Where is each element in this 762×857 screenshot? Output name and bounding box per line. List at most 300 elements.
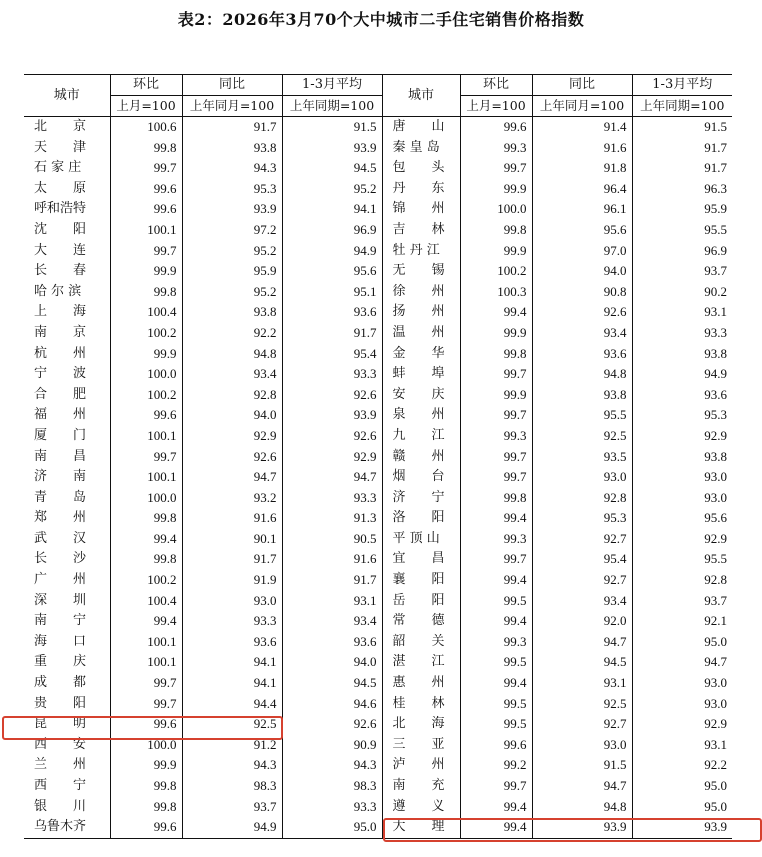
city-header-left: 城市: [53, 87, 80, 103]
avg-value-left: 95.6: [282, 261, 382, 282]
yoy-value-right: 93.0: [532, 735, 632, 756]
mom-value-right: 99.9: [460, 385, 532, 406]
table-row: [24, 673, 732, 694]
yoy-value-left: 93.4: [182, 364, 282, 385]
yoy-value-right: 92.6: [532, 302, 632, 323]
city-name-left: 青 岛: [34, 489, 87, 505]
city-name-left: 郑 州: [34, 510, 87, 526]
yoy-value-right: 96.4: [532, 179, 632, 200]
table-row: [24, 447, 732, 468]
table-row: [24, 261, 732, 282]
avg-value-right: 95.5: [632, 220, 732, 241]
yoy-value-left: 92.5: [182, 714, 282, 735]
mom-value-right: 99.3: [460, 138, 532, 159]
table-row: [24, 117, 732, 138]
yoy-value-left: 93.0: [182, 591, 282, 612]
avg-value-left: 95.1: [282, 282, 382, 303]
avg-value-left: 93.3: [282, 488, 382, 509]
mom-value-right: 99.7: [460, 364, 532, 385]
table-row: [24, 302, 732, 323]
yoy-value-left: 94.7: [182, 467, 282, 488]
city-name-left: 海 口: [34, 633, 87, 649]
avg-header-right: 1-3月平均: [632, 75, 732, 96]
yoy-value-right: 93.1: [532, 673, 632, 694]
mom-base-left: 上月=100: [110, 96, 182, 117]
mom-base-right: 上月=100: [460, 96, 532, 117]
city-name-left: 石 家 庄: [34, 160, 82, 176]
city-name-left: 沈 阳: [34, 221, 87, 237]
avg-value-left: 94.5: [282, 158, 382, 179]
yoy-value-right: 93.4: [532, 591, 632, 612]
table-row: [24, 138, 732, 159]
avg-value-right: 95.5: [632, 549, 732, 570]
city-name-left: 福 州: [34, 407, 87, 423]
yoy-value-left: 94.3: [182, 158, 282, 179]
mom-value-left: 99.8: [110, 138, 182, 159]
mom-value-left: 99.7: [110, 158, 182, 179]
mom-value-right: 99.4: [460, 570, 532, 591]
mom-value-right: 99.9: [460, 179, 532, 200]
city-name-left: 广 州: [34, 572, 87, 588]
city-name-right: 桂 林: [382, 694, 460, 715]
yoy-value-right: 91.5: [532, 755, 632, 776]
avg-header-left: 1-3月平均: [282, 75, 382, 96]
city-name-left: 南 京: [34, 324, 87, 340]
mom-value-left: 99.8: [110, 797, 182, 818]
avg-value-right: 95.6: [632, 508, 732, 529]
mom-value-right: 99.9: [460, 241, 532, 262]
mom-value-left: 100.0: [110, 364, 182, 385]
city-name-right: 丹 东: [382, 179, 460, 200]
yoy-value-right: 93.5: [532, 447, 632, 468]
mom-value-left: 99.4: [110, 611, 182, 632]
avg-value-right: 92.1: [632, 611, 732, 632]
yoy-value-left: 95.3: [182, 179, 282, 200]
mom-value-right: 99.5: [460, 694, 532, 715]
yoy-value-right: 94.8: [532, 364, 632, 385]
avg-value-left: 93.9: [282, 138, 382, 159]
table-header: [24, 75, 732, 117]
mom-value-left: 100.1: [110, 220, 182, 241]
city-name-right: 锦 州: [382, 199, 460, 220]
avg-value-right: 94.7: [632, 652, 732, 673]
table-row: [24, 508, 732, 529]
yoy-value-left: 91.7: [182, 117, 282, 138]
table-row: [24, 591, 732, 612]
table-row: [24, 241, 732, 262]
city-name-left: 上 海: [34, 304, 87, 320]
avg-value-right: 94.9: [632, 364, 732, 385]
yoy-value-left: 94.1: [182, 673, 282, 694]
city-name-left: 呼和浩特: [34, 201, 87, 217]
mom-value-right: 99.3: [460, 426, 532, 447]
yoy-value-right: 93.4: [532, 323, 632, 344]
mom-value-left: 100.4: [110, 591, 182, 612]
yoy-value-left: 95.9: [182, 261, 282, 282]
avg-value-right: 93.7: [632, 261, 732, 282]
mom-value-right: 99.4: [460, 302, 532, 323]
avg-value-left: 91.7: [282, 323, 382, 344]
mom-value-left: 99.6: [110, 405, 182, 426]
yoy-value-right: 93.6: [532, 344, 632, 365]
yoy-value-left: 91.6: [182, 508, 282, 529]
yoy-value-left: 91.9: [182, 570, 282, 591]
city-name-left: 哈 尔 滨: [34, 283, 82, 299]
table-title: 表2：2026年3月70个大中城市二手住宅销售价格指数: [177, 10, 585, 29]
avg-value-right: 93.0: [632, 488, 732, 509]
yoy-value-left: 95.2: [182, 241, 282, 262]
table-row: [24, 405, 732, 426]
avg-value-right: 96.9: [632, 241, 732, 262]
city-name-left: 长 春: [34, 263, 87, 279]
mom-value-right: 99.8: [460, 220, 532, 241]
city-name-right: 泉 州: [382, 405, 460, 426]
avg-value-left: 93.9: [282, 405, 382, 426]
yoy-value-left: 92.6: [182, 447, 282, 468]
mom-value-right: 99.3: [460, 632, 532, 653]
avg-value-left: 91.5: [282, 117, 382, 138]
yoy-value-left: 92.2: [182, 323, 282, 344]
yoy-base-left: 上年同月=100: [182, 96, 282, 117]
avg-base-right: 上年同期=100: [632, 96, 732, 117]
city-name-right: 惠 州: [382, 673, 460, 694]
avg-value-right: 93.6: [632, 385, 732, 406]
mom-value-right: 99.6: [460, 117, 532, 138]
city-name-right: 安 庆: [382, 385, 460, 406]
mom-value-right: 99.4: [460, 797, 532, 818]
highlight-box-dali: [383, 818, 762, 842]
avg-value-left: 90.9: [282, 735, 382, 756]
mom-value-left: 99.9: [110, 261, 182, 282]
mom-value-right: 99.7: [460, 776, 532, 797]
avg-base-left: 上年同期=100: [282, 96, 382, 117]
yoy-base-right: 上年同月=100: [532, 96, 632, 117]
mom-value-left: 99.6: [110, 817, 182, 838]
yoy-value-right: 94.7: [532, 632, 632, 653]
city-name-left: 北 京: [34, 119, 87, 134]
mom-value-left: 100.1: [110, 426, 182, 447]
yoy-value-right: 97.0: [532, 241, 632, 262]
yoy-value-left: 93.2: [182, 488, 282, 509]
yoy-header-left: 同比: [182, 75, 282, 96]
city-name-left: 合 肥: [34, 386, 87, 402]
yoy-value-right: 95.6: [532, 220, 632, 241]
yoy-value-right: 91.8: [532, 158, 632, 179]
city-name-right: 金 华: [382, 344, 460, 365]
avg-value-right: 93.7: [632, 591, 732, 612]
yoy-value-left: 93.8: [182, 302, 282, 323]
city-name-right: 遵 义: [382, 797, 460, 818]
mom-value-left: 99.7: [110, 673, 182, 694]
table-row: [24, 549, 732, 570]
yoy-value-right: 92.7: [532, 529, 632, 550]
mom-value-left: 100.0: [110, 488, 182, 509]
city-name-right: 平 顶 山: [382, 529, 460, 550]
mom-header-right: 环比: [460, 75, 532, 96]
yoy-value-right: 92.5: [532, 694, 632, 715]
avg-value-left: 94.0: [282, 652, 382, 673]
table-row: [24, 755, 732, 776]
city-name-right: 蚌 埠: [382, 364, 460, 385]
mom-value-left: 99.9: [110, 344, 182, 365]
city-name-left: 南 昌: [34, 448, 87, 464]
city-name-left: 厦 门: [34, 427, 87, 443]
avg-value-left: 95.0: [282, 817, 382, 838]
table-row: [24, 323, 732, 344]
city-name-right: 洛 阳: [382, 508, 460, 529]
mom-value-right: 99.5: [460, 652, 532, 673]
avg-value-right: 92.9: [632, 714, 732, 735]
yoy-value-right: 92.5: [532, 426, 632, 447]
yoy-value-left: 94.4: [182, 694, 282, 715]
avg-value-right: 92.2: [632, 755, 732, 776]
city-name-right: 宜 昌: [382, 549, 460, 570]
city-name-right: 九 江: [382, 426, 460, 447]
city-name-right: 岳 阳: [382, 591, 460, 612]
city-name-right: 牡 丹 江: [382, 241, 460, 262]
yoy-value-left: 93.8: [182, 138, 282, 159]
mom-value-right: 99.7: [460, 158, 532, 179]
yoy-value-right: 93.0: [532, 467, 632, 488]
mom-value-left: 99.8: [110, 508, 182, 529]
mom-value-left: 100.2: [110, 570, 182, 591]
city-name-left: 贵 阳: [34, 695, 87, 711]
table-row: [24, 467, 732, 488]
avg-value-left: 95.2: [282, 179, 382, 200]
city-header-right: 城市: [382, 75, 460, 117]
mom-value-right: 99.4: [460, 508, 532, 529]
yoy-value-right: 95.4: [532, 549, 632, 570]
mom-value-left: 100.2: [110, 323, 182, 344]
avg-value-right: 93.1: [632, 735, 732, 756]
mom-value-left: 100.6: [110, 117, 182, 138]
city-name-left: 太 原: [34, 180, 87, 196]
city-name-left: 昆 明: [34, 716, 87, 732]
yoy-value-left: 91.7: [182, 549, 282, 570]
mom-value-left: 99.9: [110, 755, 182, 776]
mom-value-right: 100.0: [460, 199, 532, 220]
mom-value-left: 99.8: [110, 776, 182, 797]
mom-value-left: 100.1: [110, 632, 182, 653]
avg-value-left: 92.9: [282, 447, 382, 468]
avg-value-left: 93.6: [282, 302, 382, 323]
yoy-value-left: 94.3: [182, 755, 282, 776]
avg-value-left: 96.9: [282, 220, 382, 241]
mom-value-left: 100.1: [110, 652, 182, 673]
table-row: [24, 220, 732, 241]
city-name-right: 三 亚: [382, 735, 460, 756]
table-row: [24, 179, 732, 200]
yoy-value-right: 94.8: [532, 797, 632, 818]
mom-value-left: 99.6: [110, 714, 182, 735]
table-row: [24, 652, 732, 673]
mom-value-left: 100.2: [110, 385, 182, 406]
mom-value-left: 99.8: [110, 549, 182, 570]
avg-value-left: 93.4: [282, 611, 382, 632]
mom-value-left: 99.8: [110, 282, 182, 303]
city-name-left: 成 都: [34, 675, 87, 691]
mom-value-left: 100.0: [110, 735, 182, 756]
avg-value-left: 91.3: [282, 508, 382, 529]
avg-value-right: 95.0: [632, 632, 732, 653]
city-name-left: 杭 州: [34, 345, 87, 361]
mom-value-right: 99.7: [460, 467, 532, 488]
avg-value-right: 92.8: [632, 570, 732, 591]
mom-value-left: 99.7: [110, 447, 182, 468]
avg-value-left: 94.5: [282, 673, 382, 694]
avg-value-left: 94.6: [282, 694, 382, 715]
city-name-right: 赣 州: [382, 447, 460, 468]
table-row: [24, 426, 732, 447]
yoy-value-left: 92.9: [182, 426, 282, 447]
avg-value-right: 95.3: [632, 405, 732, 426]
avg-value-left: 94.1: [282, 199, 382, 220]
city-name-left: 西 安: [34, 736, 87, 752]
yoy-value-left: 91.2: [182, 735, 282, 756]
yoy-value-left: 95.2: [182, 282, 282, 303]
table-row: [24, 199, 732, 220]
table-row: [24, 694, 732, 715]
city-name-right: 温 州: [382, 323, 460, 344]
city-name-left: 西 宁: [34, 778, 87, 793]
city-name-right: 湛 江: [382, 652, 460, 673]
city-name-right: 唐 山: [382, 117, 460, 138]
city-name-left: 宁 波: [34, 366, 87, 382]
mom-value-right: 99.7: [460, 405, 532, 426]
city-name-right: 徐 州: [382, 282, 460, 303]
yoy-value-left: 93.3: [182, 611, 282, 632]
avg-value-left: 91.6: [282, 549, 382, 570]
yoy-value-right: 95.5: [532, 405, 632, 426]
avg-value-left: 94.9: [282, 241, 382, 262]
table-row: [24, 158, 732, 179]
mom-value-right: 99.4: [460, 611, 532, 632]
avg-value-left: 92.6: [282, 426, 382, 447]
city-name-left: 深 圳: [34, 592, 87, 608]
avg-value-right: 93.8: [632, 344, 732, 365]
highlight-box-kunming: [2, 716, 283, 740]
table-row: [24, 632, 732, 653]
yoy-value-right: 92.8: [532, 488, 632, 509]
mom-value-right: 99.8: [460, 488, 532, 509]
mom-value-right: 99.4: [460, 817, 532, 838]
mom-value-right: 99.7: [460, 549, 532, 570]
city-name-right: 无 锡: [382, 261, 460, 282]
yoy-value-right: 93.8: [532, 385, 632, 406]
avg-value-right: 95.9: [632, 199, 732, 220]
yoy-value-left: 94.8: [182, 344, 282, 365]
avg-value-left: 93.6: [282, 632, 382, 653]
city-name-right: 泸 州: [382, 755, 460, 776]
table-row: [24, 611, 732, 632]
avg-value-right: 93.0: [632, 467, 732, 488]
yoy-value-right: 96.1: [532, 199, 632, 220]
city-name-right: 大 理: [382, 817, 460, 838]
avg-value-left: 95.4: [282, 344, 382, 365]
avg-value-right: 93.3: [632, 323, 732, 344]
mom-value-left: 99.7: [110, 241, 182, 262]
city-name-right: 济 宁: [382, 488, 460, 509]
mom-value-left: 100.1: [110, 467, 182, 488]
table-row: [24, 776, 732, 797]
table-row: [24, 797, 732, 818]
mom-value-left: 99.7: [110, 694, 182, 715]
city-name-right: 襄 阳: [382, 570, 460, 591]
yoy-value-right: 94.7: [532, 776, 632, 797]
table-row: [24, 344, 732, 365]
mom-value-right: 99.6: [460, 735, 532, 756]
yoy-value-left: 97.2: [182, 220, 282, 241]
city-name-right: 常 德: [382, 611, 460, 632]
mom-value-right: 99.3: [460, 529, 532, 550]
yoy-value-right: 94.5: [532, 652, 632, 673]
avg-value-right: 91.7: [632, 158, 732, 179]
yoy-value-left: 93.6: [182, 632, 282, 653]
yoy-value-right: 92.0: [532, 611, 632, 632]
mom-value-right: 100.3: [460, 282, 532, 303]
table-row: [24, 488, 732, 509]
mom-value-right: 99.5: [460, 714, 532, 735]
avg-value-right: 91.5: [632, 117, 732, 138]
city-name-right: 吉 林: [382, 220, 460, 241]
yoy-value-left: 92.8: [182, 385, 282, 406]
yoy-value-left: 94.1: [182, 652, 282, 673]
avg-value-left: 98.3: [282, 776, 382, 797]
yoy-value-right: 94.0: [532, 261, 632, 282]
city-name-left: 乌鲁木齐: [24, 817, 110, 838]
city-name-right: 韶 关: [382, 632, 460, 653]
mom-value-right: 99.9: [460, 323, 532, 344]
mom-value-right: 99.7: [460, 447, 532, 468]
city-name-right: 扬 州: [382, 302, 460, 323]
avg-value-right: 92.9: [632, 529, 732, 550]
table-row: [24, 570, 732, 591]
mom-value-left: 100.4: [110, 302, 182, 323]
yoy-value-right: 92.7: [532, 570, 632, 591]
avg-value-right: 93.8: [632, 447, 732, 468]
table-row: [24, 385, 732, 406]
mom-value-right: 99.5: [460, 591, 532, 612]
mom-value-left: 99.4: [110, 529, 182, 550]
avg-value-left: 94.3: [282, 755, 382, 776]
avg-value-right: 93.1: [632, 302, 732, 323]
mom-value-right: 99.2: [460, 755, 532, 776]
yoy-value-right: 95.3: [532, 508, 632, 529]
city-name-left: 长 沙: [34, 551, 87, 567]
city-name-left: 大 连: [34, 242, 87, 258]
table-row: [24, 364, 732, 385]
city-name-left: 武 汉: [34, 530, 87, 546]
city-name-right: 秦 皇 岛: [382, 138, 460, 159]
yoy-value-right: 91.6: [532, 138, 632, 159]
yoy-value-right: 90.8: [532, 282, 632, 303]
mom-value-left: 99.6: [110, 179, 182, 200]
yoy-value-left: 93.7: [182, 797, 282, 818]
yoy-value-right: 93.9: [532, 817, 632, 838]
avg-value-left: 93.1: [282, 591, 382, 612]
yoy-value-left: 98.3: [182, 776, 282, 797]
avg-value-right: 91.7: [632, 138, 732, 159]
yoy-value-left: 94.9: [182, 817, 282, 838]
avg-value-left: 94.7: [282, 467, 382, 488]
city-name-right: 北 海: [382, 714, 460, 735]
city-name-left: 银 川: [34, 798, 87, 814]
yoy-header-right: 同比: [532, 75, 632, 96]
avg-value-right: 93.0: [632, 694, 732, 715]
yoy-value-left: 94.0: [182, 405, 282, 426]
mom-value-right: 99.8: [460, 344, 532, 365]
avg-value-right: 95.0: [632, 797, 732, 818]
